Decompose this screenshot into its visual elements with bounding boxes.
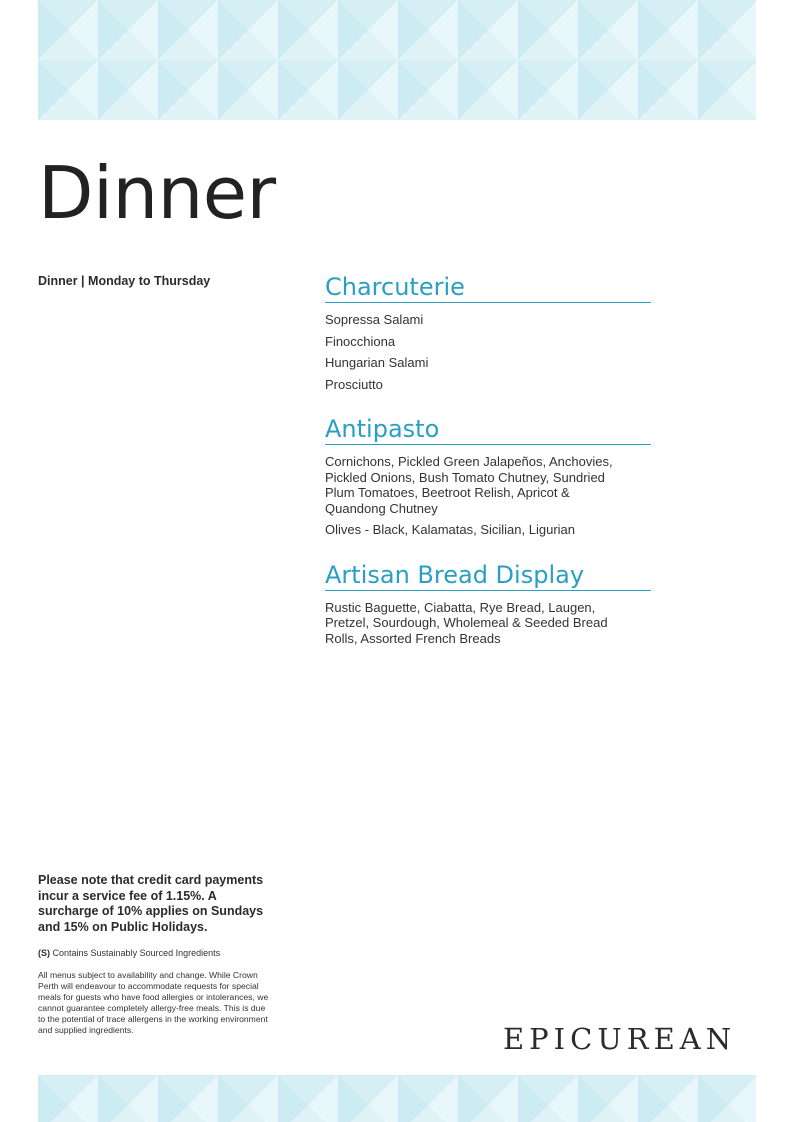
section-title: Antipasto bbox=[325, 414, 651, 445]
brand-logo: EPICUREAN bbox=[503, 1022, 737, 1056]
menu-column bbox=[325, 272, 651, 668]
sustainable-code: (S) bbox=[38, 948, 50, 958]
service-fee-notice: Please note that credit card payments incur a service fee of 1.15%. A surcharge of 10% applies on Sundays and 15% on Public Holidays. bbox=[38, 873, 264, 934]
allergy-disclaimer: All menus subject to availability and change. While Crown Perth will endeavour to accommodate requests for special meals for guests who have food allergies or intolerances, we cannot guarantee completely allergy-free meals. This is due to the potential of trace allergens in the working environment and supplied ingredients. bbox=[38, 970, 269, 1036]
menu-item: Hungarian Salami bbox=[325, 355, 429, 370]
top-pattern-banner bbox=[38, 0, 756, 120]
section-charcuterie bbox=[325, 272, 651, 392]
bottom-pattern-banner bbox=[38, 1075, 756, 1122]
menu-item: Finocchiona bbox=[325, 333, 396, 349]
menu-item: Cornichons, Pickled Green Jalapeños, Anchovies, Pickled Onions, Bush Tomato Chutney, Sundried Plum Tomatoes, Beetroot Relish, Apricot & Quandong Chutney bbox=[325, 454, 613, 516]
triangle-pattern bbox=[38, 1075, 756, 1122]
triangle-pattern bbox=[38, 0, 756, 120]
section-title: Artisan Bread Display bbox=[325, 560, 651, 591]
menu-item: Rustic Baguette, Ciabatta, Rye Bread, Laugen, Pretzel, Sourdough, Wholemeal & Seeded Bread Rolls, Assorted French Breads bbox=[325, 599, 608, 646]
menu-item: Sopressa Salami bbox=[325, 312, 424, 327]
section-antipasto bbox=[325, 414, 651, 538]
sustainable-legend bbox=[38, 948, 278, 958]
page-title: Dinner bbox=[38, 151, 276, 235]
sustainable-text: Contains Sustainably Sourced Ingredients bbox=[52, 948, 221, 958]
section-title: Charcuterie bbox=[325, 272, 651, 303]
menu-item: Prosciutto bbox=[325, 376, 383, 392]
section-artisan-bread bbox=[325, 560, 651, 647]
menu-item: Olives - Black, Kalamatas, Sicilian, Ligurian bbox=[325, 522, 575, 537]
service-label: Dinner | Monday to Thursday bbox=[38, 274, 211, 288]
